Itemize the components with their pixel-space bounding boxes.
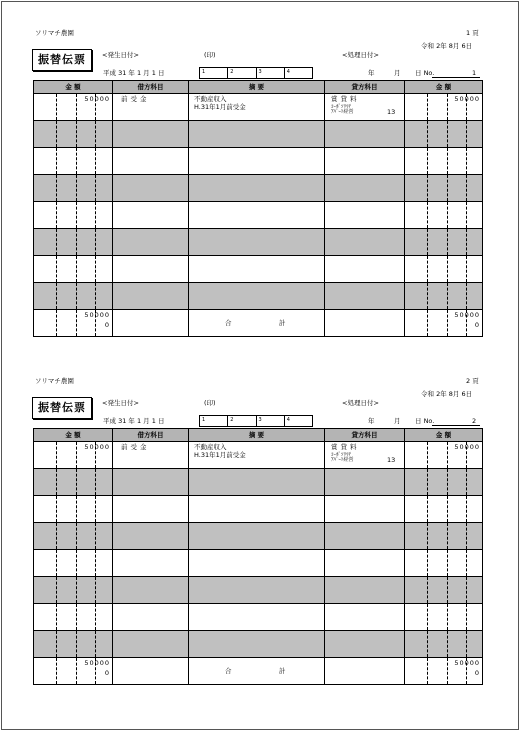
header-row — [34, 81, 483, 94]
processing-date-label: <処理日付> — [342, 399, 379, 407]
entry-row — [34, 121, 483, 148]
total-label-cell — [189, 310, 325, 337]
credit-amount-header: 金 額 — [405, 81, 483, 94]
company-name: ソリマチ農園 — [35, 29, 74, 37]
credit-sub-account: ｺｰﾎﾟｿﾘﾏﾁ — [331, 104, 352, 110]
credit-account: 賞貸料 — [331, 95, 360, 103]
credit-total-cell — [405, 310, 483, 337]
seal-box: 2 — [228, 68, 256, 78]
seal-box: 1 — [200, 68, 228, 78]
entry-row — [34, 148, 483, 175]
page-number: 2 頁 — [466, 377, 479, 385]
entry-row — [34, 631, 483, 658]
credit-total: 50000 — [454, 659, 480, 667]
debit-amount: 50000 — [84, 443, 110, 451]
seal-box: 3 — [257, 416, 285, 426]
debit-total: 50000 — [84, 311, 110, 319]
credit-total: 50000 — [454, 311, 480, 319]
memo-line: 不動産収入 — [194, 443, 227, 451]
total-label: 計 — [279, 667, 286, 675]
seal-box: 1 — [200, 416, 228, 426]
memo-line: 不動産収入 — [194, 95, 227, 103]
debit-account-cell — [113, 442, 189, 469]
entry-row — [34, 94, 483, 121]
voucher-no-line — [432, 425, 480, 426]
entry-row — [34, 523, 483, 550]
debit-total-zero: 0 — [104, 321, 110, 329]
debit-amount-header: 金 額 — [34, 81, 113, 94]
voucher-no-line — [432, 77, 480, 78]
total-label-cell — [189, 658, 325, 685]
total-row — [34, 658, 483, 685]
entry-row — [34, 175, 483, 202]
credit-total-zero: 0 — [474, 669, 480, 677]
entry-row — [34, 283, 483, 310]
total-label: 計 — [279, 319, 286, 327]
memo-cell — [189, 94, 325, 121]
entry-row — [34, 442, 483, 469]
credit-amount-header: 金 額 — [405, 429, 483, 442]
credit-account-header: 貸方科目 — [325, 81, 405, 94]
credit-amount: 50000 — [454, 95, 480, 103]
credit-sub-no: 13 — [387, 456, 396, 464]
memo-header: 摘 要 — [189, 429, 325, 442]
credit-account-cell — [325, 94, 405, 121]
debit-account-header: 借方科目 — [113, 429, 189, 442]
credit-account: 賞貸料 — [331, 443, 360, 451]
entry-row — [34, 469, 483, 496]
entry-row — [34, 256, 483, 283]
processing-month: 月 — [394, 69, 401, 77]
company-name: ソリマチ農園 — [35, 377, 74, 385]
debit-account: 前受金 — [121, 95, 150, 103]
debit-total: 50000 — [84, 659, 110, 667]
seal-boxes — [199, 415, 313, 427]
entry-row — [34, 604, 483, 631]
voucher-1 — [0, 22, 522, 367]
processing-year: 年 — [368, 69, 375, 77]
processing-day-no: 日 No. — [415, 417, 435, 425]
voucher-2 — [0, 370, 522, 715]
debit-total-zero: 0 — [104, 669, 110, 677]
credit-account-cell — [325, 442, 405, 469]
issue-date: 令和 2年 8月 6日 — [421, 42, 473, 50]
seal-boxes — [199, 67, 313, 79]
debit-account-cell — [113, 94, 189, 121]
occurrence-date: 平成 31 年 1 月 1 日 — [103, 417, 165, 425]
processing-date-label: <処理日付> — [342, 51, 379, 59]
debit-total-cell — [34, 310, 113, 337]
header-row — [34, 429, 483, 442]
voucher-no: 2 — [472, 417, 477, 425]
total-label: 合 — [225, 667, 232, 675]
occurrence-date-label: <発生日付> — [102, 51, 139, 59]
credit-sub-no: 13 — [387, 108, 396, 116]
credit-total-zero: 0 — [474, 321, 480, 329]
occurrence-date-label: <発生日付> — [102, 399, 139, 407]
seal-label: (印) — [204, 51, 216, 59]
seal-box: 3 — [257, 68, 285, 78]
seal-box: 2 — [228, 416, 256, 426]
debit-amount-cell — [34, 442, 113, 469]
memo-line: H.31年1月前受金 — [194, 103, 246, 111]
credit-amount-cell — [405, 442, 483, 469]
processing-year: 年 — [368, 417, 375, 425]
credit-total-cell — [405, 658, 483, 685]
seal-label: (印) — [204, 399, 216, 407]
voucher-title: 振替伝票 — [32, 397, 92, 419]
voucher-table — [33, 80, 483, 337]
entry-row — [34, 229, 483, 256]
entry-row — [34, 550, 483, 577]
voucher-title: 振替伝票 — [32, 49, 92, 71]
debit-amount-cell — [34, 94, 113, 121]
debit-total-cell — [34, 658, 113, 685]
issue-date: 令和 2年 8月 6日 — [421, 390, 473, 398]
credit-amount-cell — [405, 94, 483, 121]
credit-sub-account: ｺｰﾎﾟｿﾘﾏﾁ — [331, 452, 352, 458]
processing-month: 月 — [394, 417, 401, 425]
credit-amount: 50000 — [454, 443, 480, 451]
memo-line: H.31年1月前受金 — [194, 451, 246, 459]
debit-account: 前受金 — [121, 443, 150, 451]
seal-box: 4 — [286, 417, 290, 423]
debit-amount: 50000 — [84, 95, 110, 103]
occurrence-date: 平成 31 年 1 月 1 日 — [103, 69, 165, 77]
entry-row — [34, 202, 483, 229]
total-row — [34, 310, 483, 337]
memo-header: 摘 要 — [189, 81, 325, 94]
seal-box: 4 — [286, 69, 290, 75]
voucher-table — [33, 428, 483, 685]
total-label: 合 — [225, 319, 232, 327]
debit-amount-header: 金 額 — [34, 429, 113, 442]
page-number: 1 頁 — [466, 29, 479, 37]
credit-account-header: 貸方科目 — [325, 429, 405, 442]
processing-day-no: 日 No. — [415, 69, 435, 77]
credit-sub-account: ｱﾊﾟｰﾄ経営 — [331, 109, 354, 115]
debit-account-header: 借方科目 — [113, 81, 189, 94]
entry-row — [34, 496, 483, 523]
voucher-no: 1 — [472, 69, 477, 77]
entry-row — [34, 577, 483, 604]
memo-cell — [189, 442, 325, 469]
credit-sub-account: ｱﾊﾟｰﾄ経営 — [331, 457, 354, 463]
